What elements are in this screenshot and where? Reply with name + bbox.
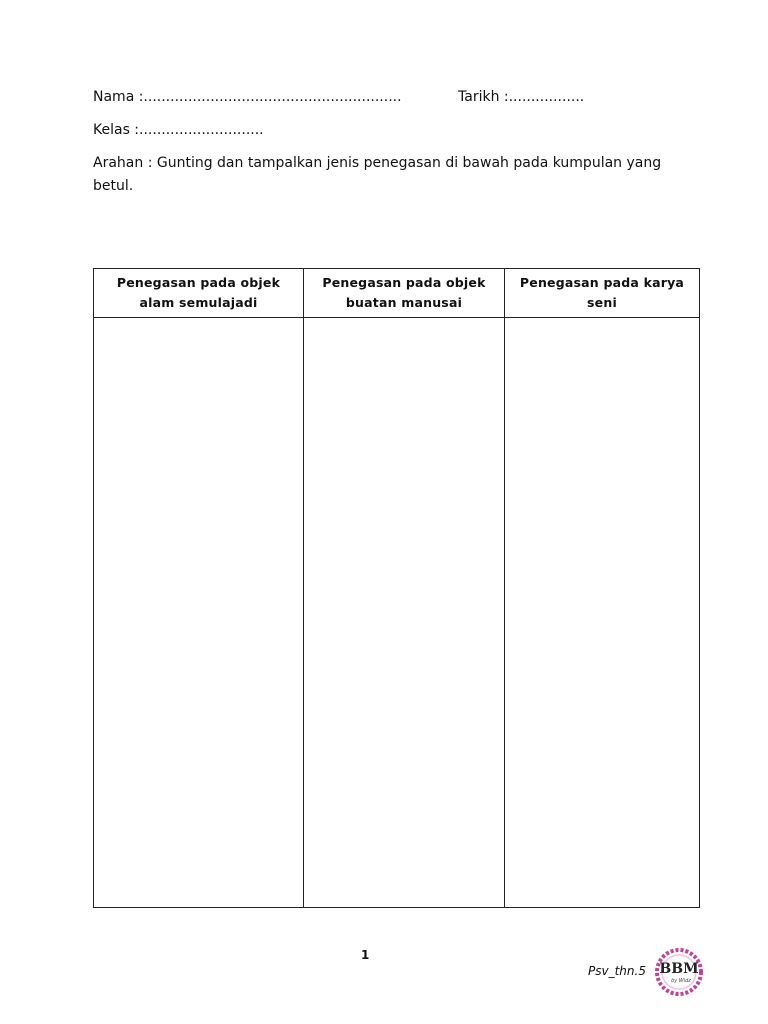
- instructions: [93, 152, 673, 198]
- kelas-field[interactable]: Kelas :............................: [93, 122, 264, 138]
- column-header-alam-semulajadi: Penegasan pada objek alam semulajadi: [94, 269, 304, 318]
- nama-field[interactable]: Nama :..........................................................: [93, 89, 402, 105]
- drop-area-buatan-manusia[interactable]: [304, 318, 505, 908]
- tarikh-field[interactable]: Tarikh :.................: [458, 89, 585, 105]
- arahan-label: Arahan :: [93, 155, 153, 171]
- arahan-text: Gunting dan tampalkan jenis penegasan di bawah pada kumpulan yang betul.: [93, 155, 662, 194]
- page-number: 1: [361, 948, 370, 962]
- column-header-karya-seni: Penegasan pada karya seni: [505, 269, 700, 318]
- logo-text: BBM: [659, 961, 699, 977]
- logo-subtext: by Widz: [671, 978, 691, 984]
- drop-area-karya-seni[interactable]: [505, 318, 700, 908]
- column-header-buatan-manusia: Penegasan pada objek buatan manusai: [304, 269, 505, 318]
- document-code: Psv_thn.5: [588, 964, 646, 978]
- drop-area-alam-semulajadi[interactable]: [94, 318, 304, 908]
- bbm-logo: [655, 948, 703, 996]
- sorting-table: [93, 268, 700, 908]
